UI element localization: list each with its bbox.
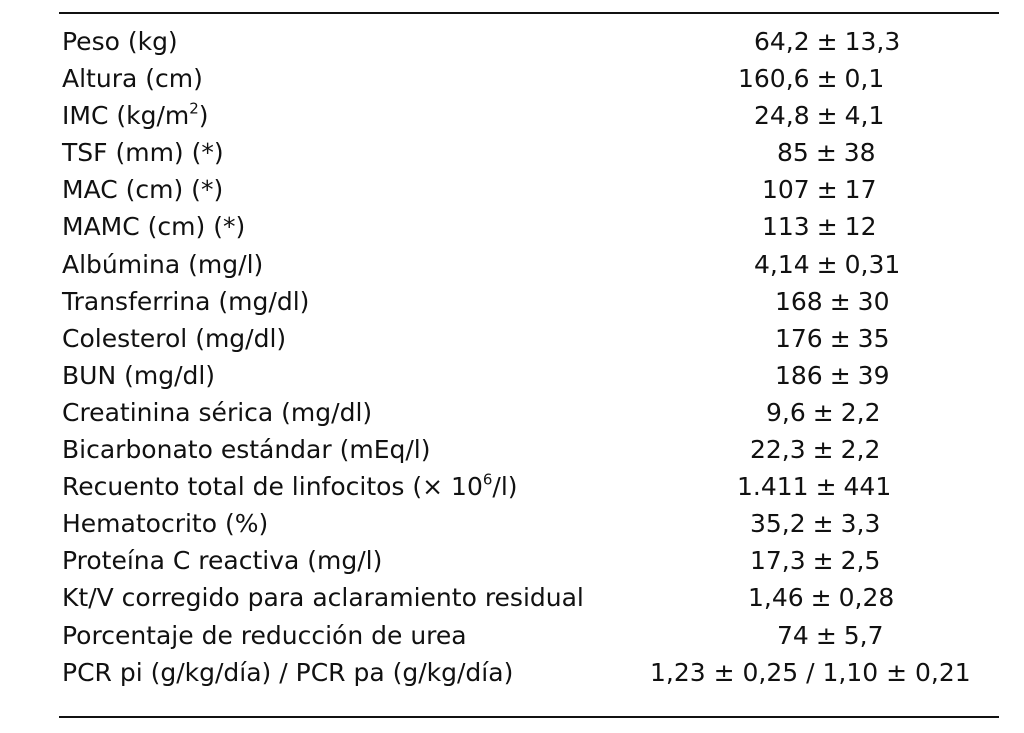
- row-value: [777, 617, 884, 654]
- row-value: [775, 283, 889, 320]
- sd-value: 2,2: [840, 397, 881, 427]
- row-label: MAC (cm) (*): [62, 175, 224, 205]
- sd-value: 3,3: [840, 509, 881, 539]
- table-row: [62, 505, 992, 542]
- superscript: 6: [482, 470, 493, 489]
- row-value: [777, 134, 876, 171]
- row-value: [754, 23, 900, 60]
- mean-value: 4,14: [754, 249, 810, 279]
- sd-value: 0,31: [844, 249, 901, 279]
- mean-value: 74: [777, 620, 809, 650]
- table-row: [62, 579, 992, 616]
- table-bottom-rule: [59, 716, 999, 718]
- mean-value: 1.411: [737, 472, 809, 502]
- row-label: MAMC (cm) (*): [62, 212, 246, 242]
- mean-value: 168: [775, 286, 823, 316]
- table-row: [62, 246, 992, 283]
- sd-value: 0,1: [844, 64, 885, 94]
- table-row: [62, 171, 992, 208]
- label-text: Recuento total de linfocitos (× 10: [62, 472, 483, 502]
- plus-minus: ±: [816, 27, 838, 56]
- row-value: [750, 505, 880, 542]
- sd-value: 39: [857, 360, 890, 390]
- mean-value: 17,3: [750, 546, 806, 576]
- row-value: [762, 171, 876, 208]
- superscript: 2: [189, 99, 199, 118]
- row-value: [762, 208, 876, 245]
- row-value: 1,23 ± 0,25 / 1,10 ± 0,21: [650, 657, 971, 687]
- row-value: [754, 97, 884, 134]
- sd-value: 2,2: [840, 435, 881, 465]
- row-value: [766, 394, 880, 431]
- table-row: [62, 134, 992, 171]
- plus-minus: ±: [816, 175, 838, 205]
- row-label: Transferrina (mg/dl): [62, 286, 310, 316]
- sd-value: 2,5: [840, 546, 881, 576]
- sd-value: 13,3: [844, 27, 901, 56]
- table-row: [62, 468, 992, 505]
- plus-minus: ±: [816, 212, 838, 242]
- sd-value: 30: [857, 286, 890, 316]
- plus-minus: ±: [829, 360, 851, 390]
- label-text: /l): [492, 472, 518, 502]
- row-value: [738, 60, 884, 97]
- row-label: [62, 97, 209, 134]
- table-row: [62, 654, 992, 691]
- sd-value: 0,28: [838, 583, 895, 613]
- row-label: Proteína C reactiva (mg/l): [62, 546, 383, 576]
- mean-value: 85: [777, 138, 809, 168]
- plus-minus: ±: [815, 620, 837, 650]
- table-row: [62, 357, 992, 394]
- mean-value: 24,8: [754, 101, 810, 131]
- plus-minus: ±: [816, 101, 838, 131]
- plus-minus: ±: [812, 509, 834, 539]
- mean-value: 176: [775, 323, 823, 353]
- data-table: [62, 23, 992, 691]
- mean-value: 160,6: [738, 64, 810, 94]
- row-label: Porcentaje de reducción de urea: [62, 620, 467, 650]
- mean-value: 22,3: [750, 435, 806, 465]
- sd-value: 441: [843, 472, 892, 502]
- row-label: Albúmina (mg/l): [62, 249, 264, 279]
- mean-value: 107: [762, 175, 810, 205]
- table-row: [62, 617, 992, 654]
- mean-value: 9,6: [766, 397, 806, 427]
- sd-value: 17: [844, 175, 877, 205]
- plus-minus: ±: [816, 249, 838, 279]
- row-label: Peso (kg): [62, 27, 178, 56]
- table-row: [62, 60, 992, 97]
- row-label: PCR pi (g/kg/día) / PCR pa (g/kg/día): [62, 657, 514, 687]
- sd-value: 5,7: [843, 620, 884, 650]
- row-label: Bicarbonato estándar (mEq/l): [62, 435, 431, 465]
- table-row: [62, 394, 992, 431]
- sd-value: 12: [844, 212, 877, 242]
- row-label: [62, 468, 518, 505]
- plus-minus: ±: [829, 286, 851, 316]
- row-value: [754, 246, 900, 283]
- mean-value: 35,2: [750, 509, 806, 539]
- plus-minus: ±: [812, 435, 834, 465]
- table-row: [62, 208, 992, 245]
- row-label: Creatinina sérica (mg/dl): [62, 397, 373, 427]
- table-row: [62, 283, 992, 320]
- plus-minus: ±: [812, 397, 834, 427]
- row-label: TSF (mm) (*): [62, 138, 224, 168]
- mean-value: 64,2: [754, 27, 810, 56]
- plus-minus: ±: [810, 583, 832, 613]
- row-value: [775, 320, 889, 357]
- row-label: Altura (cm): [62, 64, 203, 94]
- label-text: ): [198, 101, 209, 131]
- plus-minus: ±: [812, 546, 834, 576]
- sd-value: 4,1: [844, 101, 885, 131]
- sd-value: 35: [857, 323, 890, 353]
- table-top-rule: [59, 12, 999, 14]
- label-text: IMC (kg/m: [62, 101, 190, 131]
- plus-minus: ±: [815, 472, 837, 502]
- table-row: [62, 542, 992, 579]
- row-value: [748, 579, 894, 616]
- mean-value: 1,46: [748, 583, 804, 613]
- sd-value: 38: [843, 138, 876, 168]
- row-value: [750, 542, 880, 579]
- table-row: [62, 320, 992, 357]
- table-row: [62, 97, 992, 134]
- row-label: Kt/V corregido para aclaramiento residual: [62, 583, 584, 613]
- row-label: Colesterol (mg/dl): [62, 323, 287, 353]
- row-value: [750, 431, 880, 468]
- table-row: [62, 431, 992, 468]
- row-label: BUN (mg/dl): [62, 360, 216, 390]
- plus-minus: ±: [816, 64, 838, 94]
- row-label: Hematocrito (%): [62, 509, 269, 539]
- plus-minus: ±: [829, 323, 851, 353]
- plus-minus: ±: [815, 138, 837, 168]
- table-row: [62, 23, 992, 60]
- mean-value: 113: [762, 212, 810, 242]
- mean-value: 186: [775, 360, 823, 390]
- row-value: [775, 357, 889, 394]
- row-value: [737, 468, 891, 505]
